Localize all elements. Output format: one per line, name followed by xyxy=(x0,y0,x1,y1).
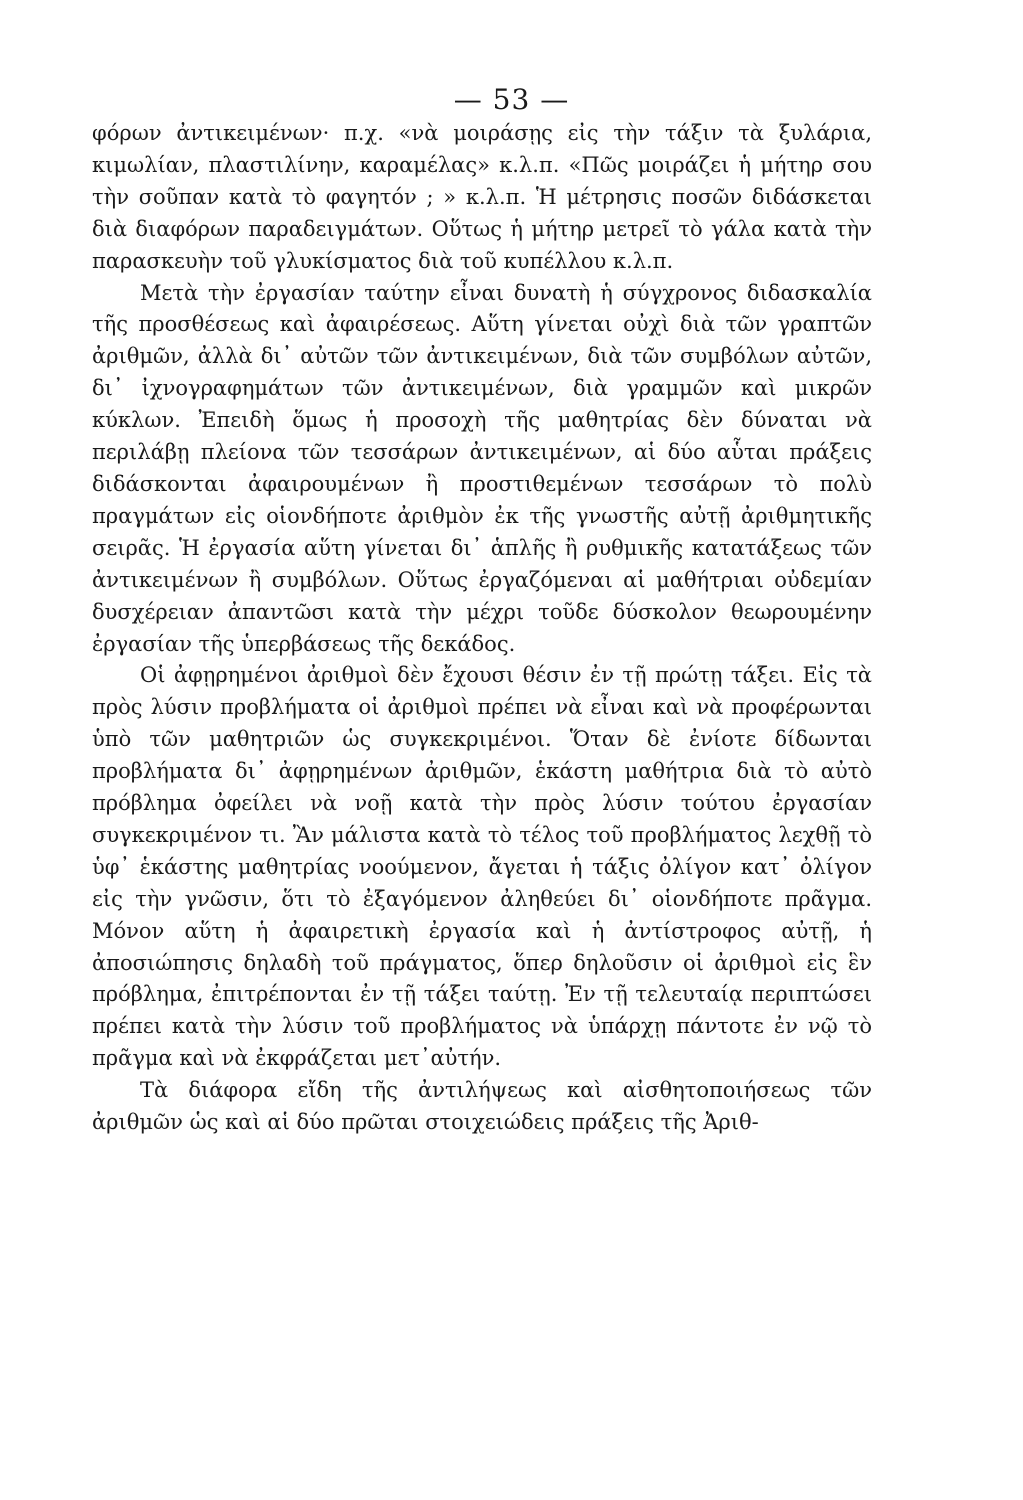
paragraph-3: Οἱ ἀφῃρημένοι ἀριθμοὶ δὲν ἔχουσι θέσιν ἐν τῇ πρώτῃ τάξει. Εἰς τὰ πρὸς λύσιν προβλήματα οἱ ἀριθμοὶ πρέπει νὰ εἶναι καὶ νὰ προφέρωνται ὑπὸ τῶν μαθητριῶν ὡς συγκεκριμένοι. Ὅταν δὲ ἐνίοτε δίδωνται προβλήματα δι᾽ ἀφῃρημένων ἀριθμῶν, ἑκάστη μαθήτρια διὰ τὸ αὐτὸ πρόβλημα ὀφείλει νὰ νοῇ κατὰ τὴν πρὸς λύσιν τούτου ἐργασίαν συγκεκριμένον τι. Ἂν μάλιστα κατὰ τὸ τέλος τοῦ προβλήματος λεχθῇ τὸ ὑφ᾽ ἑκάστης μαθητρίας νοούμενον, ἄγεται ἡ τάξις ὀλίγον κατ᾽ ὀλίγον εἰς τὴν γνῶσιν, ὅτι τὸ ἐξαγόμενον ἀληθεύει δι᾽ οἱονδήποτε πρᾶγμα. Μόνον αὕτη ἡ ἀφαιρετικὴ ἐργασία καὶ ἡ ἀντίστροφος αὐτῇ, ἡ ἀποσιώπησις δηλαδὴ τοῦ πράγματος, ὅπερ δηλοῦσιν οἱ ἀριθμοὶ εἰς ἓν πρόβλημα, ἐπιτρέπονται ἐν τῇ τάξει ταύτῃ. Ἐν τῇ τελευταίᾳ περιπτώσει πρέπει κατὰ τὴν λύσιν τοῦ προβλήματος νὰ ὑπάρχῃ πάντοτε ἐν νῷ τὸ πρᾶγμα καὶ νὰ ἐκφράζεται μετ᾽αὐτήν. xyxy=(92,663,872,1071)
body-text xyxy=(92,118,872,1139)
paragraph-1: φόρων ἀντικειμένων· π.χ. «νὰ μοιράσῃς εἰς τὴν τάξιν τὰ ξυλάρια, κιμωλίαν, πλαστιλίνην, καραμέλας» κ.λ.π. «Πῶς μοιράζει ἡ μήτηρ σου τὴν σοῦπαν κατὰ τὸ φαγητόν ; » κ.λ.π. Ἡ μέτρησις ποσῶν διδάσκεται διὰ διαφόρων παραδειγμάτων. Οὕτως ἡ μήτηρ μετρεῖ τὸ γάλα κατὰ τὴν παρασκευὴν τοῦ γλυκίσματος διὰ τοῦ κυπέλλου κ.λ.π. xyxy=(92,121,872,273)
paragraph-2: Μετὰ τὴν ἐργασίαν ταύτην εἶναι δυνατὴ ἡ σύγχρονος διδασκαλία τῆς προσθέσεως καὶ ἀφαιρέσεως. Αὕτη γίνεται οὐχὶ διὰ τῶν γραπτῶν ἀριθμῶν, ἀλλὰ δι᾽ αὐτῶν τῶν ἀντικειμένων, διὰ τῶν συμβόλων αὐτῶν, δι᾽ ἰχνογραφημάτων τῶν ἀντικειμένων, διὰ γραμμῶν καὶ μικρῶν κύκλων. Ἐπειδὴ ὅμως ἡ προσοχὴ τῆς μαθητρίας δὲν δύναται νὰ περιλάβῃ πλείονα τῶν τεσσάρων ἀντικειμένων, αἱ δύο αὗται πράξεις διδάσκονται ἀφαιρουμένων ἢ προστιθεμένων τεσσάρων τὸ πολὺ πραγμάτων εἰς οἱονδήποτε ἀριθμὸν ἐκ τῆς γνωστῆς αὐτῇ ἀριθμητικῆς σειρᾶς. Ἡ ἐργασία αὕτη γίνεται δι᾽ ἁπλῆς ἢ ρυθμικῆς κατατάξεως τῶν ἀντικειμένων ἢ συμβόλων. Οὕτως ἐργαζόμεναι αἱ μαθήτριαι οὐδεμίαν δυσχέρειαν ἀπαντῶσι κατὰ τὴν μέχρι τοῦδε δύσκολον θεωρουμένην ἐργασίαν τῆς ὑπερβάσεως τῆς δεκάδος. xyxy=(92,280,872,656)
page-number: — 53 — xyxy=(453,83,570,116)
paragraph-4: Τὰ διάφορα εἴδη τῆς ἀντιλήψεως καὶ αἰσθητοποιήσεως τῶν ἀριθμῶν ὡς καὶ αἱ δύο πρῶται στοιχειώδεις πράξεις τῆς Ἀριθ- xyxy=(92,1078,872,1135)
